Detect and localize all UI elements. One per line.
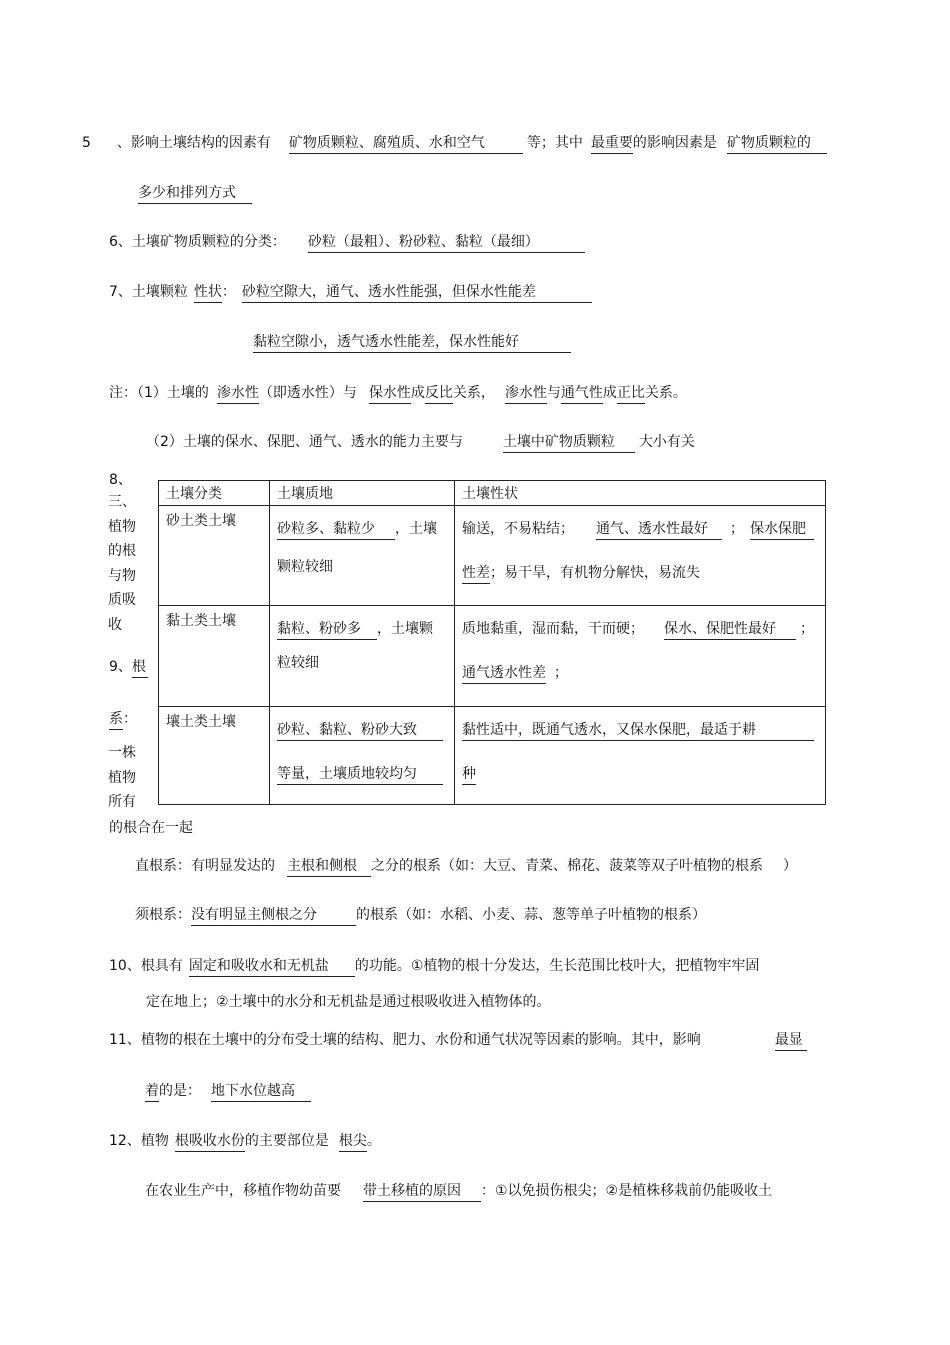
q11-text: 11、植物的根在土壤中的分布受土壤的结构、肥力、水份和通气状况等因素的影响。其中，影响 xyxy=(109,1032,701,1048)
note1-blank: 通气性 xyxy=(561,384,603,404)
taproot-text: ） xyxy=(783,858,797,874)
note1-text: 关系， xyxy=(452,385,495,401)
q5-blank-answer: 矿物质颗粒的 xyxy=(727,134,827,154)
q10-line2: 定在地上；②土壤中的水分和无机盐是通过根吸收进入植物体的。 xyxy=(146,994,551,1010)
q6-text: 6、土壤矿物质颗粒的分类： xyxy=(109,234,286,250)
section-three-column xyxy=(108,490,148,637)
texture-blank: 砂粒、黏粒、粉砂大致 xyxy=(277,721,443,741)
q5-blank-answer-cont: 多少和排列方式 xyxy=(138,184,252,204)
q11-blank: 地下水位越高 xyxy=(211,1082,311,1102)
q9-blank: 系 xyxy=(109,710,123,730)
q10-text: 10、根具有 xyxy=(109,958,183,974)
table-row xyxy=(159,606,826,707)
q9-end: 的根合在一起 xyxy=(109,820,193,836)
texture-text: ，土壤 xyxy=(395,521,437,537)
property-blank: 通气透水性差 xyxy=(462,664,546,684)
soil-property xyxy=(455,606,826,707)
property-blank: 保水保肥 xyxy=(750,520,814,540)
property-blank: 通气、透水性最好 xyxy=(596,520,722,540)
fibrous-text: 的根系（如：水稻、小麦、蒜、葱等单子叶植物的根系） xyxy=(356,907,706,923)
note1-text: 成 xyxy=(410,385,425,401)
soil-property xyxy=(455,506,826,606)
texture-text: 粒较细 xyxy=(277,655,319,671)
q7-blank-sand: 砂粒空隙大，通气、透水性能强，但保水性能差 xyxy=(242,283,592,303)
table-header-row xyxy=(159,481,826,506)
property-blank: 种 xyxy=(462,765,476,785)
note2-text: （2）土壤的保水、保肥、通气、透水的能力主要与 xyxy=(146,434,463,450)
texture-blank: 黏粒、粉砂多 xyxy=(277,620,377,640)
note1-text: 关系。 xyxy=(644,385,687,401)
q10-line1 xyxy=(109,957,759,977)
q12-blank: 根尖 xyxy=(339,1132,367,1152)
table-header: 土壤质地 xyxy=(270,481,455,506)
property-text: 输送，不易粘结； xyxy=(462,521,574,537)
soil-type: 黏土类土壤 xyxy=(159,606,270,707)
property-text: ； xyxy=(730,521,744,537)
q12-text: 。 xyxy=(366,1133,381,1149)
q7-line2 xyxy=(253,333,571,353)
q5-text: 等；其中 xyxy=(526,135,583,151)
note1-blank: 正比 xyxy=(617,384,645,404)
note1-blank: 渗水性 xyxy=(217,384,259,404)
transplant-line xyxy=(145,1182,772,1202)
taproot-blank: 主根和侧根 xyxy=(287,857,371,877)
q11-line1 xyxy=(109,1031,807,1051)
texture-text: 颗粒较细 xyxy=(277,559,333,575)
fibrous-root-line xyxy=(135,906,706,926)
transplant-text: 在农业生产中，移植作物幼苗要 xyxy=(145,1183,341,1199)
fibrous-text: 须根系： xyxy=(135,907,191,923)
column-char: 植物 xyxy=(108,769,136,786)
q5-line2 xyxy=(138,184,252,204)
column-char: 一株 xyxy=(108,745,136,761)
note1-blank: 保水性 xyxy=(369,384,411,404)
q10-text: 的功能。①植物的根十分发达，生长范围比枝叶大，把植物牢牢固 xyxy=(354,958,760,974)
texture-text: ，土壤颗 xyxy=(377,621,433,637)
q5-line1 xyxy=(82,134,827,154)
q12-blank: 根吸收水份 xyxy=(175,1132,245,1152)
q9-line2 xyxy=(109,710,137,730)
note1-blank: 渗水性 xyxy=(505,384,547,404)
q11-text: 的是： xyxy=(159,1083,201,1099)
property-blank: 保水、保肥性最好 xyxy=(664,620,796,640)
q8-label: 8、 xyxy=(109,472,132,488)
soil-type: 壤土类土壤 xyxy=(159,707,270,805)
taproot-line xyxy=(135,857,797,877)
note1-line xyxy=(109,384,687,404)
table-row xyxy=(159,506,826,606)
property-blank: 性差 xyxy=(462,564,490,584)
q9-number: 9、 xyxy=(109,659,132,675)
q7-text: 7、土壤颗粒 xyxy=(109,284,188,300)
fibrous-blank: 没有明显主侧根之分 xyxy=(191,906,356,926)
texture-blank: 砂粒多、黏粒少 xyxy=(277,520,395,540)
q6-line xyxy=(109,233,585,253)
q7-blank-property: 性状 xyxy=(194,283,222,303)
q9-line1 xyxy=(109,658,148,678)
soil-texture xyxy=(270,707,455,805)
column-char: 与物 xyxy=(108,567,136,584)
column-char: 质吸 xyxy=(108,592,136,608)
column-char: 的根 xyxy=(108,543,136,559)
table-header: 土壤分类 xyxy=(159,481,270,506)
note1-text: 与 xyxy=(546,385,561,401)
transplant-blank: 带土移植的原因 xyxy=(363,1182,481,1202)
taproot-text: 之分的根系（如：大豆、青菜、棉花、菠菜等双子叶植物的根系 xyxy=(371,858,763,874)
transplant-text: ：①以免损伤根尖；②是植株移栽前仍能吸收土 xyxy=(481,1183,773,1199)
q12-line xyxy=(109,1132,381,1152)
property-text: ；易干旱，有机物分解快，易流失 xyxy=(490,565,700,581)
soil-type: 砂土类土壤 xyxy=(159,506,270,606)
q9-column xyxy=(108,741,148,815)
q11-blank: 最显 xyxy=(775,1031,807,1051)
q7-text: ： xyxy=(221,284,236,300)
column-char: 植物 xyxy=(108,518,136,535)
q12-text: 的主要部位是 xyxy=(244,1133,329,1149)
q9-text: ： xyxy=(123,711,137,727)
note2-blank: 土壤中矿物质颗粒 xyxy=(503,433,635,453)
column-char: 三、 xyxy=(108,494,136,510)
q5-text: 的影响因素是 xyxy=(632,135,717,151)
table-row xyxy=(159,707,826,805)
property-text: 质地黏重，湿而黏，干而硬； xyxy=(462,621,644,637)
q5-number: 5 xyxy=(82,135,91,151)
q5-text: 、影响土壤结构的因素有 xyxy=(116,135,271,151)
q7-line1 xyxy=(109,283,592,303)
q7-blank-clay: 黏粒空隙小，透气透水性能差，保水性能好 xyxy=(253,333,571,353)
texture-blank: 等量，土壤质地较均匀 xyxy=(277,765,443,785)
property-blank: 黏性适中，既通气透水，又保水保肥，最适于耕 xyxy=(462,721,814,741)
soil-table xyxy=(158,480,826,805)
soil-texture xyxy=(270,606,455,707)
column-char: 所有 xyxy=(108,794,136,810)
q11-line2 xyxy=(145,1082,311,1102)
column-char: 收 xyxy=(108,616,122,633)
note1-text: 成 xyxy=(602,385,617,401)
q6-blank: 砂粒（最粗）、粉砂粒、黏粒（最细） xyxy=(308,233,585,253)
note2-line xyxy=(146,433,695,453)
note1-text: （即透水性）与 xyxy=(258,385,357,401)
note2-text: 大小有关 xyxy=(638,434,695,450)
q5-blank-key: 最重要 xyxy=(591,134,633,154)
property-text: ； xyxy=(554,665,568,681)
q5-blank-factors: 矿物质颗粒、腐殖质、水和空气 xyxy=(289,134,523,154)
q9-blank: 根 xyxy=(132,658,148,678)
q10-blank: 固定和吸收水和无机盐 xyxy=(189,957,355,977)
soil-property xyxy=(455,707,826,805)
property-text: ； xyxy=(800,621,814,637)
note1-blank: 反比 xyxy=(425,384,453,404)
q11-blank: 着 xyxy=(145,1082,159,1102)
table-header: 土壤性状 xyxy=(455,481,826,506)
note1-text: 注：（1）土壤的 xyxy=(109,385,209,401)
taproot-text: 直根系：有明显发达的 xyxy=(135,858,275,874)
q12-text: 12、植物 xyxy=(109,1133,169,1149)
soil-texture xyxy=(270,506,455,606)
